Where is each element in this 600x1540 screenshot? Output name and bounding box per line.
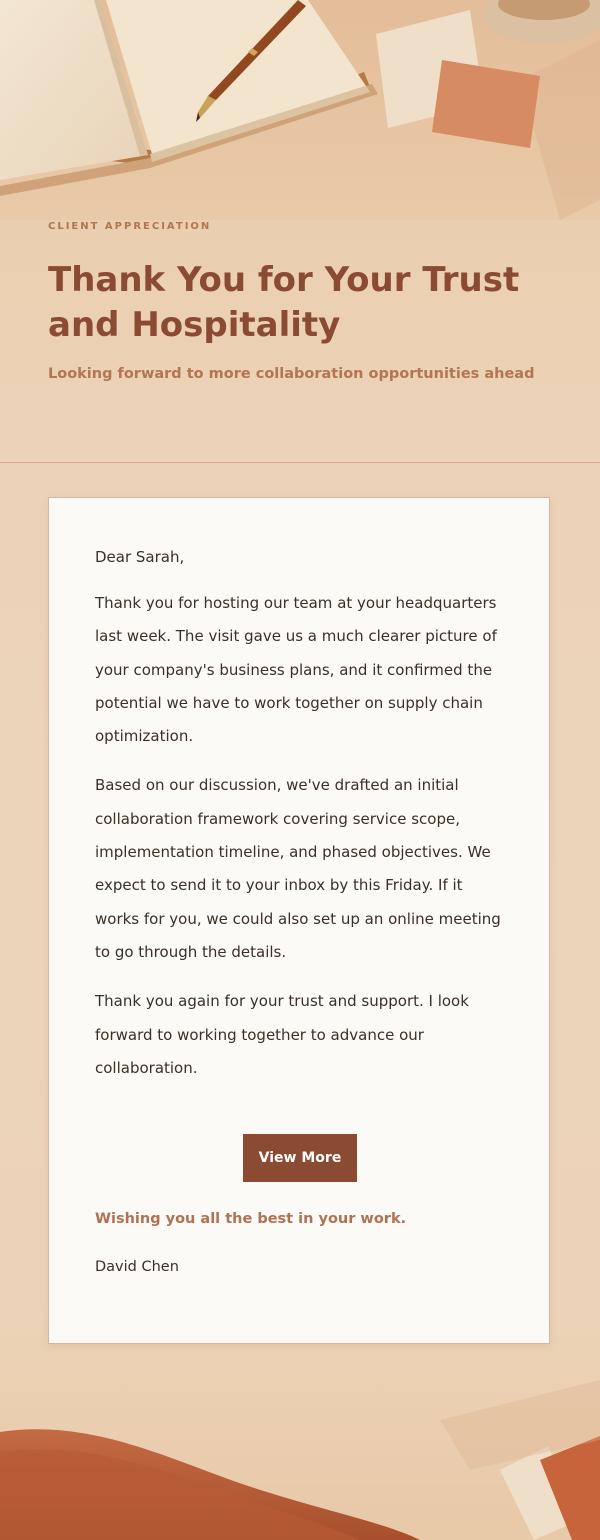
fabric-illustration xyxy=(0,1380,600,1540)
view-more-button[interactable]: View More xyxy=(243,1134,357,1182)
header-divider xyxy=(0,462,600,463)
notebook-pen-illustration xyxy=(0,0,600,220)
eyebrow-label: CLIENT APPRECIATION xyxy=(48,221,212,232)
page-subtitle: Looking forward to more collaboration opportunities ahead xyxy=(48,366,535,382)
letter-paragraph: Thank you for hosting our team at your headquarters last week. The visit gave us a much clearer picture of your company's business plans, and it confirmed the potential we have to work together on supply chain optimization. xyxy=(95,594,497,746)
letter-greeting: Dear Sarah, xyxy=(95,548,185,566)
signature-name: David Chen xyxy=(95,1259,179,1275)
letter-paragraph: Thank you again for your trust and support. I look forward to working together to advance our collaboration. xyxy=(95,992,469,1077)
letter-body xyxy=(95,544,505,1101)
closing-line: Wishing you all the best in your work. xyxy=(95,1211,407,1227)
letter-card xyxy=(48,497,550,1344)
page-title: Thank You for Your Trust and Hospitality xyxy=(48,260,520,345)
letter-paragraph: Based on our discussion, we've drafted an initial collaboration framework covering service scope, implementation timeline, and phased objectives. We expect to send it to your inbox by this Friday. If it works for you, we could also set up an online meeting to go through the details. xyxy=(95,776,501,961)
